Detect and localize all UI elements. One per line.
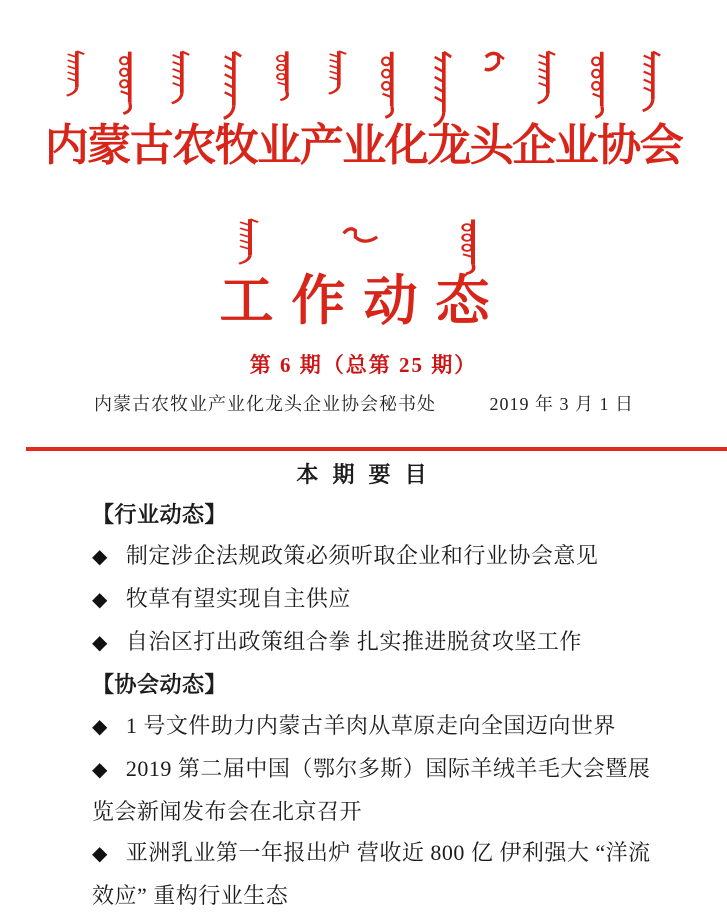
toc-item-text: 亚洲乳业第一年报出炉 营收近 800 亿 伊利强大 “洋流效应” 重构行业生态 [92, 840, 651, 908]
section-header-industry: 【行业动态】 [92, 502, 228, 527]
diamond-bullet-icon: ◆ [92, 843, 108, 865]
mongolian-script-icon [236, 218, 260, 266]
toc-item [92, 832, 660, 916]
mongolian-script-icon [273, 50, 295, 102]
diamond-bullet-icon: ◆ [92, 589, 108, 611]
mongolian-script-icon [169, 50, 191, 106]
mongolian-script-icon [221, 50, 243, 122]
toc-item [92, 621, 660, 664]
diamond-bullet-icon: ◆ [92, 716, 108, 738]
toc-item [92, 748, 660, 832]
mongolian-script-icon [326, 50, 348, 96]
toc-item-text: 制定涉企法规政策必须听取企业和行业协会意见 [125, 543, 599, 568]
toc-item-text: 2019 第二届中国（鄂尔多斯）国际羊绒羊毛大会暨展览会新闻发布会在北京召开 [92, 756, 651, 824]
contents-header: 本 期 要 目 [296, 462, 431, 487]
publish-date: 2019 年 3 月 1 日 [489, 394, 634, 414]
diamond-bullet-icon: ◆ [92, 759, 108, 781]
mongolian-script-icon [535, 50, 557, 106]
mongolian-script-icon [483, 50, 505, 76]
mongolian-script-icon [116, 50, 138, 116]
diamond-bullet-icon: ◆ [92, 546, 108, 568]
publisher-name: 内蒙古农牧业产业化龙头企业协会秘书处 [94, 394, 436, 414]
diamond-bullet-icon: ◆ [92, 632, 108, 654]
toc-item [92, 535, 660, 578]
toc-item-text: 自治区打出政策组合拳 扎实推进脱贫攻坚工作 [125, 629, 582, 654]
mongolian-script-icon [378, 50, 400, 120]
mongolian-script-icon [588, 50, 610, 120]
red-divider-rule [26, 447, 727, 451]
toc-item-text: 1 号文件助力内蒙古羊肉从草原走向全国迈向世界 [125, 713, 616, 738]
table-of-contents [92, 494, 660, 916]
publication-info-row [94, 392, 634, 416]
mongolian-script-icon [458, 218, 482, 276]
issue-number: 第 6 期（总第 25 期） [249, 353, 478, 377]
mongolian-script-icon [64, 50, 86, 98]
mongolian-script-row-middle [236, 218, 482, 276]
mongolian-script-icon [640, 50, 662, 114]
toc-item-text: 牧草有望实现自主供应 [125, 586, 351, 611]
section-header-association: 【协会动态】 [92, 672, 228, 697]
toc-item [92, 578, 660, 621]
toc-item [92, 705, 660, 748]
mongolian-script-icon [339, 225, 379, 249]
organization-title: 内蒙古农牧业产业化龙头企业协会 [44, 121, 683, 170]
bulletin-masthead-title: 工作动态 [219, 271, 508, 331]
